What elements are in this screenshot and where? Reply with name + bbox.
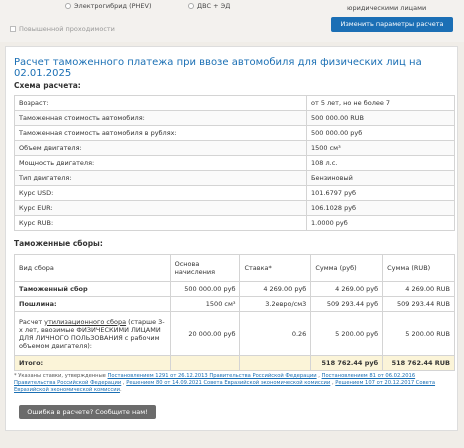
separator: , — [316, 373, 322, 379]
checkbox-label: Повышенной проходимости — [19, 25, 115, 33]
fee-sum-RUB: 509 293.44 RUB — [383, 297, 455, 312]
change-params-button[interactable]: Изменить параметры расчета — [331, 17, 453, 32]
separator: , — [330, 380, 336, 386]
scheme-key: Таможенная стоимость автомобиля: — [15, 111, 307, 126]
fee-rate: 0.26 — [240, 312, 311, 356]
scheme-value: 500 000.00 RUB — [307, 111, 455, 126]
col-header-kind: Вид сбора — [15, 255, 171, 282]
scheme-value: 108 л.с. — [307, 156, 455, 171]
fee-sum-rub: 5 200.00 руб — [311, 312, 383, 356]
option-label: юридическими лицами — [347, 4, 427, 12]
scheme-title: Схема расчета: — [14, 81, 81, 90]
scheme-value: 101.6797 руб — [307, 186, 455, 201]
fee-sum-RUB: 4 269.00 RUB — [383, 282, 455, 297]
decree-link-81[interactable]: Постановлением 81 от 06.02.2016 Правительства Российской Федерации — [14, 373, 416, 386]
scheme-key: Объем двигателя: — [15, 141, 307, 156]
radio-icon[interactable] — [65, 3, 71, 9]
fee-base: 1500 см³ — [170, 297, 240, 312]
table-row — [15, 312, 455, 356]
fees-table — [14, 254, 455, 371]
util-fee-link[interactable]: утилизационного сбора — [44, 317, 127, 326]
col-header-base: Основа начисления — [170, 255, 240, 282]
table-row — [15, 111, 455, 126]
separator: , — [121, 380, 127, 386]
total-label: Итого: — [15, 356, 171, 371]
fee-sum-rub: 509 293.44 руб — [311, 297, 383, 312]
scheme-value: 1500 см³ — [307, 141, 455, 156]
total-empty — [170, 356, 240, 371]
scheme-key: Возраст: — [15, 96, 307, 111]
scheme-value: 106.1028 руб — [307, 201, 455, 216]
importer-option-legal[interactable] — [347, 4, 426, 12]
col-header-rate: Ставка* — [240, 255, 311, 282]
table-row — [15, 282, 455, 297]
report-error-button[interactable]: Ошибка в расчете? Сообщите нам! — [19, 405, 156, 419]
table-row — [15, 141, 455, 156]
fee-name: Таможенный сбор — [15, 282, 171, 297]
table-row — [15, 96, 455, 111]
table-row — [15, 126, 455, 141]
fee-name-suffix: (старше 3-х лет, ввозимые ФИЗИЧЕСКИМИ ЛИЦАМИ ДЛЯ ЛИЧНОГО ПОЛЬЗОВАНИЯ с рабочим объемом двигателя): — [19, 317, 165, 350]
total-row — [15, 356, 455, 371]
rates-footnote — [14, 373, 455, 394]
fee-name-prefix: Расчет — [19, 317, 45, 326]
scheme-key: Курс USD: — [15, 186, 307, 201]
scheme-value: 1.0000 руб — [307, 216, 455, 231]
scheme-key: Курс EUR: — [15, 201, 307, 216]
table-row — [15, 186, 455, 201]
fee-sum-rub: 4 269.00 руб — [311, 282, 383, 297]
result-card — [5, 46, 458, 431]
decision-link-107[interactable]: Решением 107 от 20.12.2017 Совета Евразийской экономической комиссии — [14, 380, 436, 393]
scheme-value: от 5 лет, но не более 7 — [307, 96, 455, 111]
decision-link-80[interactable]: Решением 80 от 14.09.2021 Совета Евразийской экономической комиссии — [126, 380, 331, 386]
col-header-sum-RUB: Сумма (RUB) — [383, 255, 455, 282]
fee-base: 20 000.00 руб — [170, 312, 240, 356]
scheme-value: Бензиновый — [307, 171, 455, 186]
scheme-key: Мощность двигателя: — [15, 156, 307, 171]
page-bottom — [0, 436, 464, 448]
checkbox-icon[interactable] — [10, 26, 16, 32]
radio-icon[interactable] — [188, 3, 194, 9]
col-header-sum-rub: Сумма (руб) — [311, 255, 383, 282]
total-empty — [240, 356, 311, 371]
fee-name — [15, 312, 171, 356]
scheme-key: Тип двигателя: — [15, 171, 307, 186]
engine-type-option-phev[interactable] — [65, 2, 152, 10]
engine-type-option-dvs-ed[interactable] — [188, 2, 230, 10]
fee-rate: 4 269.00 руб — [240, 282, 311, 297]
scheme-key: Курс RUB: — [15, 216, 307, 231]
params-form-strip — [0, 0, 464, 42]
page-title: Расчет таможенного платежа при ввозе автомобиля для физических лиц на 02.01.2025 — [14, 57, 422, 79]
fees-title: Таможенные сборы: — [14, 239, 103, 248]
decree-link-1291[interactable]: Постановлением 1291 от 26.12.2013 Правительства Российской Федерации — [107, 373, 317, 379]
fee-name: Пошлина: — [15, 297, 171, 312]
fee-rate: 3.2евро/см3 — [240, 297, 311, 312]
table-row — [15, 201, 455, 216]
scheme-value: 500 000.00 руб — [307, 126, 455, 141]
scheme-key: Таможенная стоимость автомобиля в рублях: — [15, 126, 307, 141]
table-row — [15, 156, 455, 171]
fees-header-row — [15, 255, 455, 282]
footnote-prefix: * Указаны ставки, утвержденные — [14, 373, 108, 379]
option-label: Электрогибрид (PHEV) — [74, 2, 152, 10]
offroad-checkbox[interactable] — [10, 25, 115, 33]
fee-sum-RUB: 5 200.00 RUB — [383, 312, 455, 356]
table-row — [15, 171, 455, 186]
total-sum-RUB: 518 762.44 RUB — [383, 356, 455, 371]
option-label: ДВС + ЭД — [197, 2, 231, 10]
footnote-end: . — [119, 387, 122, 393]
table-row — [15, 297, 455, 312]
fee-base: 500 000.00 руб — [170, 282, 240, 297]
table-row — [15, 216, 455, 231]
scheme-table — [14, 95, 455, 231]
total-sum-rub: 518 762.44 руб — [311, 356, 383, 371]
